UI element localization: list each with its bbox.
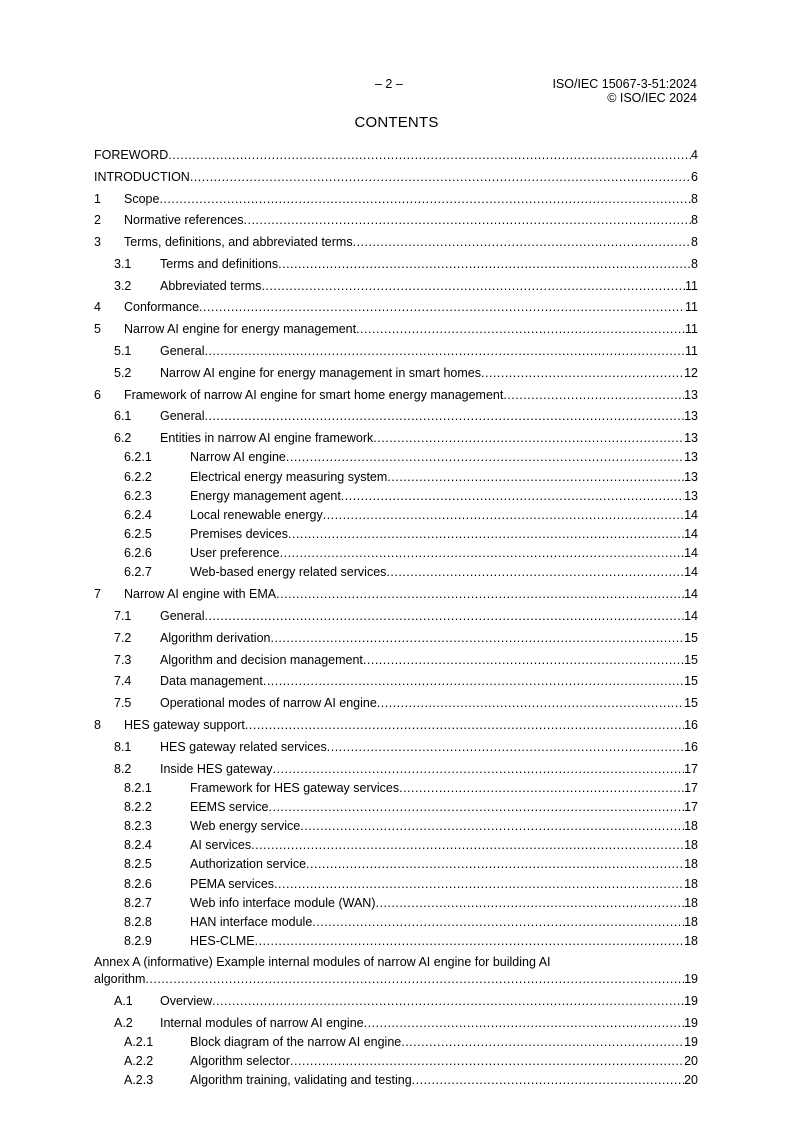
toc-entry-number: A.2.1 xyxy=(124,1034,154,1049)
toc-entry[interactable] xyxy=(94,525,698,544)
toc-annex-heading[interactable]: Annex A (informative) Example internal modules of narrow AI engine for building AI xyxy=(94,954,551,969)
toc-entry-page: 13 xyxy=(684,431,698,446)
toc-entry-title: Electrical energy measuring system xyxy=(190,469,388,484)
toc-entry-page: 8 xyxy=(691,213,698,228)
toc-entry-number: 8.2.6 xyxy=(124,876,152,891)
standard-id: ISO/IEC 15067-3-51:2024 xyxy=(552,77,697,91)
toc-entry[interactable] xyxy=(94,211,698,230)
toc-entry-page: 18 xyxy=(684,876,698,891)
toc-entry-number: 3 xyxy=(94,235,101,250)
toc-entry-page: 20 xyxy=(684,1073,698,1088)
toc-entry-number: 8.2.5 xyxy=(124,857,152,872)
toc-dot-leader xyxy=(364,1014,684,1033)
toc-dot-leader xyxy=(412,1071,684,1090)
toc-entry-number: 6.2.3 xyxy=(124,488,152,503)
toc-entry-page: 17 xyxy=(684,761,698,776)
toc-entry-number: 8.2.2 xyxy=(124,799,152,814)
standard-header xyxy=(552,77,697,105)
table-of-contents xyxy=(94,146,698,1090)
toc-entry-page: 19 xyxy=(684,971,698,986)
toc-dot-leader xyxy=(401,1033,684,1052)
toc-dot-leader xyxy=(204,407,684,426)
toc-entry[interactable] xyxy=(94,386,698,405)
toc-entry-number: 7.3 xyxy=(114,652,132,667)
toc-entry-title: User preference xyxy=(190,546,280,561)
toc-entry[interactable] xyxy=(94,544,698,563)
toc-entry-page: 17 xyxy=(684,799,698,814)
toc-dot-leader xyxy=(251,836,684,855)
toc-entry-title: Framework of narrow AI engine for smart home energy management xyxy=(124,387,504,402)
toc-entry-number: 5.2 xyxy=(114,365,132,380)
toc-entry-page: 6 xyxy=(691,169,698,184)
toc-entry-title: Conformance xyxy=(124,300,200,315)
toc-entry-page: 14 xyxy=(684,587,698,602)
toc-entry-number: 8.2.1 xyxy=(124,780,152,795)
toc-dot-leader xyxy=(288,525,684,544)
copyright-notice: © ISO/IEC 2024 xyxy=(607,91,697,105)
page-number: – 2 – xyxy=(375,77,403,91)
toc-entry[interactable] xyxy=(94,875,698,894)
toc-entry[interactable] xyxy=(94,672,698,691)
toc-entry-number: A.2.2 xyxy=(124,1053,154,1068)
toc-entry[interactable] xyxy=(94,1052,698,1071)
toc-entry-page: 15 xyxy=(684,630,698,645)
toc-entry[interactable] xyxy=(94,585,698,604)
toc-entry-number: 5.1 xyxy=(114,344,132,359)
toc-entry[interactable] xyxy=(94,429,698,448)
toc-entry-number: 1 xyxy=(94,191,101,206)
toc-dot-leader xyxy=(245,716,684,735)
toc-entry-number: 7.5 xyxy=(114,696,132,711)
toc-entry-title: Narrow AI engine for energy management xyxy=(124,322,357,337)
toc-entry-title: Narrow AI engine for energy management in smart homes xyxy=(160,365,481,380)
toc-entry-title: Algorithm selector xyxy=(190,1053,291,1068)
toc-dot-leader xyxy=(386,563,684,582)
toc-dot-leader xyxy=(244,211,692,230)
toc-entry[interactable] xyxy=(94,364,698,383)
toc-entry-title: Premises devices xyxy=(190,527,288,542)
toc-entry-title: Web energy service xyxy=(190,819,301,834)
toc-dot-leader xyxy=(274,875,684,894)
toc-entry-page: 14 xyxy=(684,527,698,542)
toc-entry[interactable] xyxy=(94,651,698,670)
toc-entry[interactable] xyxy=(94,970,698,989)
toc-dot-leader xyxy=(280,544,684,563)
toc-entry-title: HES-CLME xyxy=(190,934,255,949)
toc-entry-number: 3.2 xyxy=(114,278,132,293)
toc-entry-page: 18 xyxy=(684,819,698,834)
toc-entry-title: HES gateway related services xyxy=(160,739,327,754)
toc-entry-title: General xyxy=(160,344,205,359)
toc-entry-number: 6.2.6 xyxy=(124,546,152,561)
toc-entry-page: 13 xyxy=(684,469,698,484)
toc-entry[interactable] xyxy=(94,629,698,648)
toc-dot-leader xyxy=(323,506,684,525)
toc-entry-title: algorithm xyxy=(94,971,146,986)
toc-dot-leader xyxy=(273,760,685,779)
toc-entry[interactable] xyxy=(94,407,698,426)
toc-entry-number: 6 xyxy=(94,387,101,402)
toc-entry-title: INTRODUCTION xyxy=(94,169,190,184)
toc-entry[interactable] xyxy=(94,779,698,798)
toc-entry-page: 8 xyxy=(691,191,698,206)
toc-entry-number: 8.2 xyxy=(114,761,132,776)
toc-entry-title: Authorization service xyxy=(190,857,307,872)
toc-entry-title: Algorithm training, validating and testing xyxy=(190,1073,412,1088)
toc-entry[interactable] xyxy=(94,342,698,361)
toc-entry-title: Operational modes of narrow AI engine xyxy=(160,696,377,711)
toc-entry-title: Narrow AI engine with EMA xyxy=(124,587,277,602)
toc-entry[interactable] xyxy=(94,233,698,252)
toc-entry[interactable] xyxy=(94,487,698,506)
toc-dot-leader xyxy=(377,694,684,713)
toc-entry-page: 13 xyxy=(684,387,698,402)
toc-entry-title: General xyxy=(160,609,205,624)
toc-entry-page: 12 xyxy=(684,365,698,380)
toc-entry-number: 8.2.9 xyxy=(124,934,152,949)
toc-entry-page: 19 xyxy=(684,1034,698,1049)
toc-entry-page: 11 xyxy=(685,278,698,293)
toc-entry[interactable] xyxy=(94,760,698,779)
toc-entry-title: Scope xyxy=(124,191,160,206)
toc-dot-leader xyxy=(353,233,691,252)
toc-dot-leader xyxy=(300,817,684,836)
toc-entry-number: 7.1 xyxy=(114,609,132,624)
toc-entry-page: 18 xyxy=(684,934,698,949)
toc-entry[interactable] xyxy=(94,836,698,855)
toc-entry-number: 6.2.4 xyxy=(124,507,152,522)
toc-entry[interactable] xyxy=(94,817,698,836)
toc-entry-page: 19 xyxy=(684,993,698,1008)
toc-entry-number: 7 xyxy=(94,587,101,602)
toc-entry-page: 14 xyxy=(684,609,698,624)
toc-entry-number: 8.2.4 xyxy=(124,838,152,853)
toc-entry-number: 4 xyxy=(94,300,101,315)
toc-entry[interactable] xyxy=(94,298,698,317)
toc-entry-title: Overview xyxy=(160,993,213,1008)
toc-entry-title: HAN interface module xyxy=(190,915,313,929)
toc-entry[interactable] xyxy=(94,563,698,582)
toc-entry-title: General xyxy=(160,409,205,424)
toc-entry-title: HES gateway support xyxy=(124,717,245,732)
toc-entry-title: Framework for HES gateway services xyxy=(190,780,400,795)
toc-entry-page: 16 xyxy=(684,717,698,732)
toc-dot-leader xyxy=(270,629,684,648)
toc-entry-number: 8 xyxy=(94,717,101,732)
toc-dot-leader xyxy=(363,651,684,670)
toc-entry-title: Abbreviated terms xyxy=(160,278,262,293)
toc-entry-page: 11 xyxy=(685,344,698,359)
toc-entry-number: A.1 xyxy=(114,993,133,1008)
toc-entry-page: 13 xyxy=(684,488,698,503)
toc-entry-number: 6.2.2 xyxy=(124,469,152,484)
toc-entry-title: EEMS service xyxy=(190,799,269,814)
toc-entry[interactable] xyxy=(94,448,698,467)
toc-entry-page: 15 xyxy=(684,652,698,667)
toc-entry[interactable] xyxy=(94,506,698,525)
toc-entry-number: 7.2 xyxy=(114,630,132,645)
toc-entry[interactable] xyxy=(94,607,698,626)
toc-entry[interactable] xyxy=(94,146,698,165)
toc-dot-leader xyxy=(269,798,685,817)
toc-dot-leader xyxy=(278,255,691,274)
toc-entry-page: 18 xyxy=(684,915,698,929)
toc-entry-page: 18 xyxy=(684,895,698,910)
page-title: CONTENTS xyxy=(354,114,439,131)
toc-entry-title: Normative references xyxy=(124,213,244,228)
toc-entry-number: 8.2.3 xyxy=(124,819,152,834)
toc-dot-leader xyxy=(159,190,691,209)
toc-entry[interactable] xyxy=(94,894,698,913)
toc-dot-leader xyxy=(276,585,684,604)
toc-entry[interactable] xyxy=(94,694,698,713)
toc-entry[interactable] xyxy=(94,716,698,735)
toc-entry-title: Block diagram of the narrow AI engine xyxy=(190,1034,402,1049)
toc-entry-title: Data management xyxy=(160,674,263,689)
toc-entry-number: 6.2.7 xyxy=(124,565,152,580)
toc-entry-title: Algorithm derivation xyxy=(160,630,271,645)
toc-dot-leader xyxy=(261,277,685,296)
toc-entry-number: 6.2.5 xyxy=(124,527,152,542)
toc-entry-title: Narrow AI engine xyxy=(190,450,286,465)
toc-entry-number: 7.4 xyxy=(114,674,132,689)
toc-dot-leader xyxy=(341,487,684,506)
toc-entry-title: Terms and definitions xyxy=(160,256,279,271)
toc-entry-title: Internal modules of narrow AI engine xyxy=(160,1015,364,1030)
toc-entry-number: 8.2.8 xyxy=(124,915,152,929)
toc-dot-leader xyxy=(212,992,684,1011)
toc-entry[interactable] xyxy=(94,855,698,874)
toc-entry-title: FOREWORD xyxy=(94,148,169,162)
toc-entry-number: 3.1 xyxy=(114,256,132,271)
toc-entry-page: 16 xyxy=(684,739,698,754)
toc-entry-page: 18 xyxy=(684,838,698,853)
toc-entry[interactable] xyxy=(94,798,698,817)
toc-dot-leader xyxy=(503,386,684,405)
toc-entry-page: 8 xyxy=(691,256,698,271)
toc-entry-title: AI services xyxy=(190,838,252,853)
toc-entry-number: 2 xyxy=(94,213,101,228)
toc-dot-leader xyxy=(399,779,684,798)
toc-dot-leader xyxy=(356,320,685,339)
toc-dot-leader xyxy=(263,672,684,691)
toc-dot-leader xyxy=(481,364,684,383)
toc-entry-page: 11 xyxy=(685,300,698,315)
toc-dot-leader xyxy=(290,1052,684,1071)
toc-dot-leader xyxy=(327,738,684,757)
toc-entry-number: 6.1 xyxy=(114,409,132,424)
toc-entry[interactable] xyxy=(94,277,698,296)
toc-dot-leader xyxy=(376,894,685,913)
toc-entry-number: 8.1 xyxy=(114,739,132,754)
toc-entry[interactable] xyxy=(94,468,698,487)
toc-dot-leader xyxy=(286,448,684,467)
toc-entry-title: Terms, definitions, and abbreviated terms xyxy=(124,235,353,250)
toc-entry-page: 13 xyxy=(684,409,698,424)
toc-entry-title: Energy management agent xyxy=(190,488,341,503)
toc-entry-page: 13 xyxy=(684,450,698,465)
toc-dot-leader xyxy=(387,468,684,487)
toc-entry-number: 6.2.1 xyxy=(124,450,152,465)
toc-dot-leader xyxy=(312,913,684,932)
toc-entry-page: 14 xyxy=(684,565,698,580)
toc-dot-leader xyxy=(373,429,684,448)
toc-entry-title: Web-based energy related services xyxy=(190,565,387,580)
toc-entry-title: Local renewable energy xyxy=(190,507,323,522)
toc-entry[interactable] xyxy=(94,913,698,932)
toc-entry-page: 11 xyxy=(685,322,698,337)
toc-entry[interactable] xyxy=(94,255,698,274)
toc-entry[interactable] xyxy=(94,932,698,951)
toc-entry-page: 14 xyxy=(684,507,698,522)
toc-entry-title: Inside HES gateway xyxy=(160,761,273,776)
toc-dot-leader xyxy=(168,146,691,165)
toc-entry[interactable] xyxy=(94,738,698,757)
toc-dot-leader xyxy=(255,932,685,951)
toc-entry-page: 14 xyxy=(684,546,698,561)
toc-entry-number: 5 xyxy=(94,322,101,337)
toc-entry[interactable] xyxy=(94,1071,698,1090)
toc-entry-number: A.2.3 xyxy=(124,1073,154,1088)
toc-dot-leader xyxy=(145,970,684,989)
toc-entry-page: 18 xyxy=(684,857,698,872)
toc-entry[interactable] xyxy=(94,1014,698,1033)
toc-entry-page: 15 xyxy=(684,696,698,711)
toc-entry[interactable] xyxy=(94,992,698,1011)
toc-entry-title: Algorithm and decision management xyxy=(160,652,363,667)
toc-entry-title: Web info interface module (WAN) xyxy=(190,895,376,910)
toc-dot-leader xyxy=(190,168,691,187)
toc-dot-leader xyxy=(306,855,684,874)
toc-entry[interactable] xyxy=(94,320,698,339)
toc-entry[interactable] xyxy=(94,1033,698,1052)
toc-entry-page: 20 xyxy=(684,1053,698,1068)
toc-entry-number: 6.2 xyxy=(114,431,132,446)
toc-dot-leader xyxy=(204,607,684,626)
toc-entry[interactable] xyxy=(94,190,698,209)
toc-dot-leader xyxy=(204,342,685,361)
toc-entry-page: 19 xyxy=(684,1015,698,1030)
toc-dot-leader xyxy=(199,298,685,317)
toc-entry-page: 4 xyxy=(691,148,698,162)
toc-entry-page: 8 xyxy=(691,235,698,250)
toc-entry-page: 17 xyxy=(684,780,698,795)
toc-entry-title: PEMA services xyxy=(190,876,275,891)
toc-entry[interactable] xyxy=(94,168,698,187)
toc-entry-number: A.2 xyxy=(114,1015,133,1030)
toc-entry-page: 15 xyxy=(684,674,698,689)
toc-entry-title: Entities in narrow AI engine framework xyxy=(160,431,374,446)
toc-entry-number: 8.2.7 xyxy=(124,895,152,910)
